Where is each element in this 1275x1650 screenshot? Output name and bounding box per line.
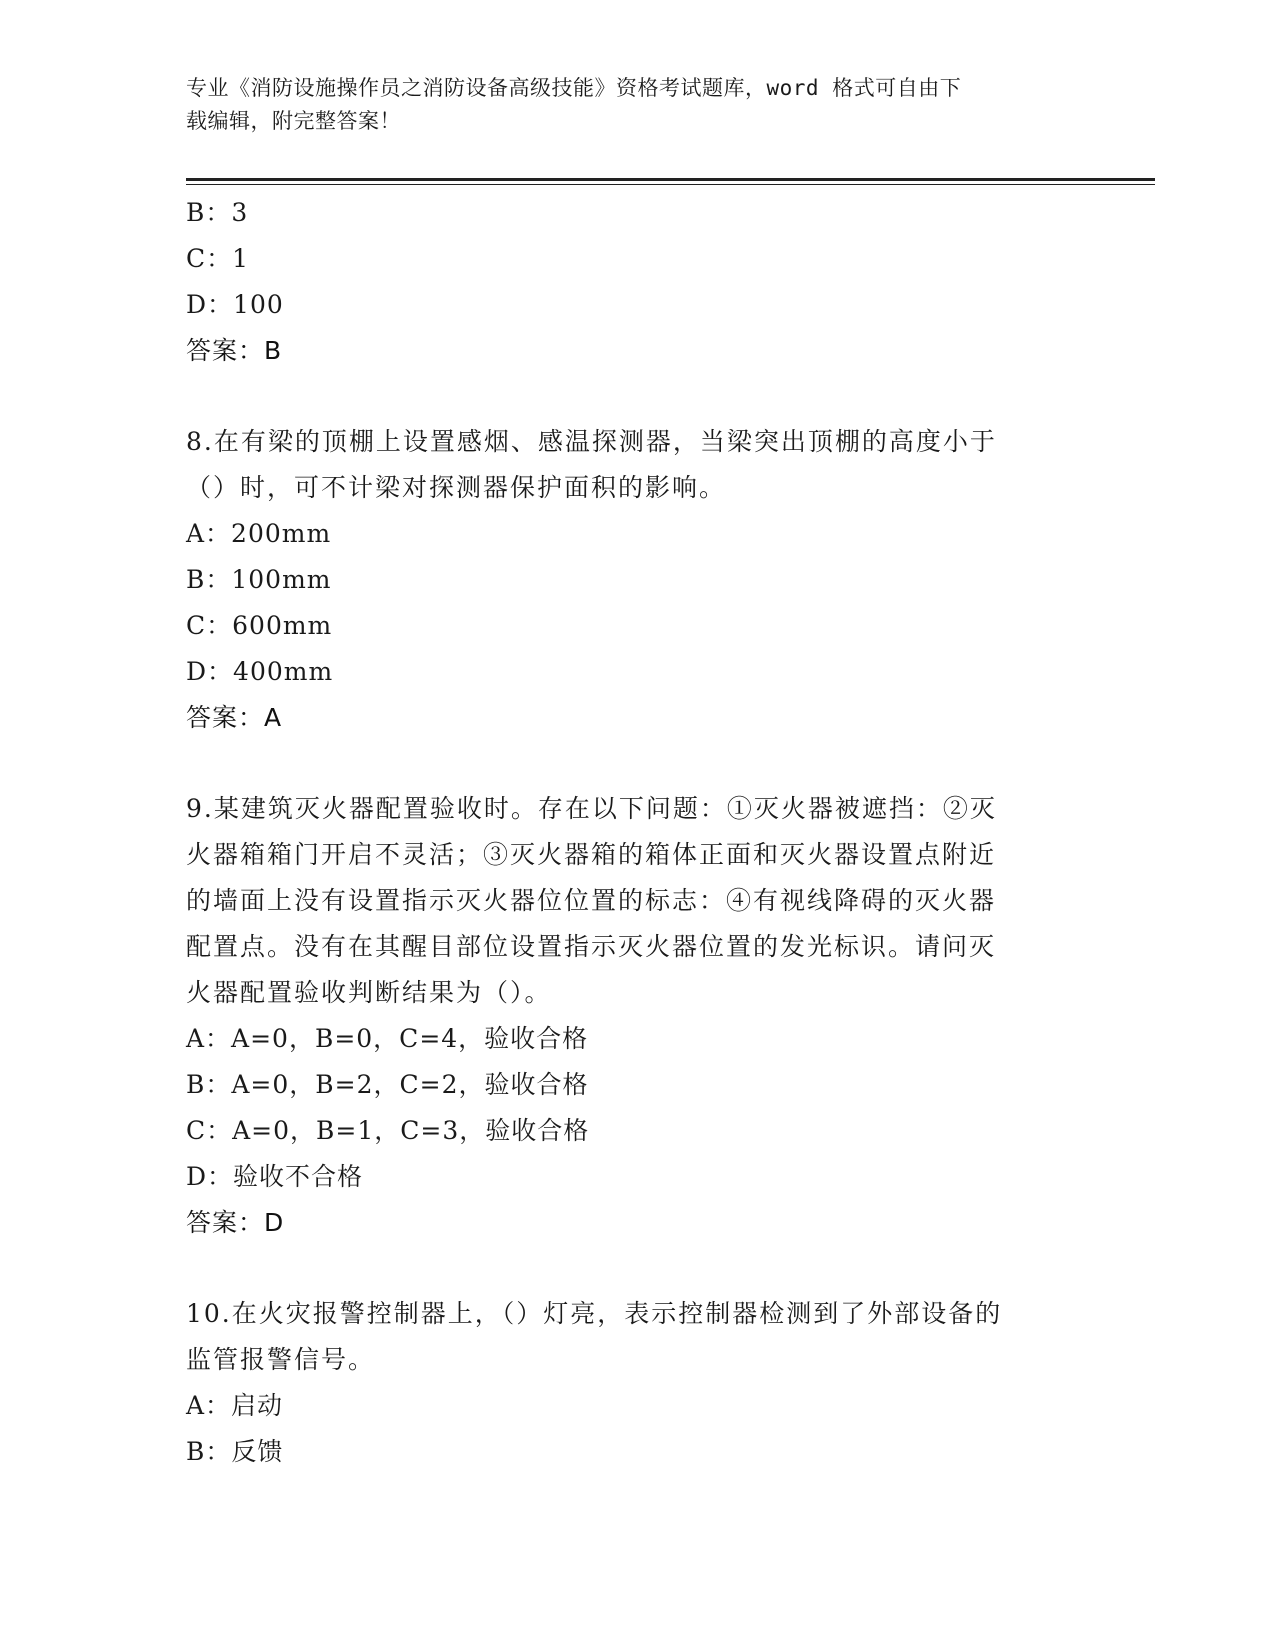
question-stem-line: 火器箱箱门开启不灵活；③灭火器箱的箱体正面和灭火器设置点附近 xyxy=(186,840,997,869)
question-stem-line: 的墙面上没有设置指示灭火器位位置的标志：④有视线降碍的灭火器 xyxy=(186,886,997,915)
question-stem-line: 火器配置验收判断结果为（）。 xyxy=(186,978,552,1007)
option-b: B：100mm xyxy=(186,565,332,594)
question-10 xyxy=(186,1291,1066,1475)
question-8 xyxy=(186,419,1066,741)
option-a: A：启动 xyxy=(186,1391,284,1420)
spacer xyxy=(186,1246,1066,1291)
question-stem-line: 10.在火灾报警控制器上，（）灯亮，表示控制器检测到了外部设备的 xyxy=(186,1299,1003,1328)
header-line-1: 专业《消防设施操作员之消防设备高级技能》资格考试题库，word 格式可自由下 xyxy=(186,76,962,100)
answer-line: 答案：B xyxy=(186,336,283,365)
answer-line: 答案：D xyxy=(186,1208,285,1237)
option-c: C：1 xyxy=(186,244,250,273)
answer-line: 答案：A xyxy=(186,703,283,732)
header-divider-thin xyxy=(186,184,1155,185)
option-b: B：3 xyxy=(186,198,249,227)
question-stem-line: 配置点。没有在其醒目部位设置指示灭火器位置的发光标识。请问灭 xyxy=(186,932,997,961)
question-7-tail xyxy=(186,190,1066,374)
spacer xyxy=(186,741,1066,786)
option-c: C：A=0，B=1，C=3，验收合格 xyxy=(186,1116,590,1145)
question-stem-line: 9.某建筑灭火器配置验收时。存在以下问题：①灭火器被遮挡：②灭 xyxy=(186,794,997,823)
header-line-2: 载编辑，附完整答案！ xyxy=(186,109,401,133)
document-header xyxy=(186,72,1066,138)
document-body xyxy=(186,190,1066,1475)
header-divider-thick xyxy=(186,178,1155,181)
question-9 xyxy=(186,786,1066,1246)
question-stem-line: 8.在有梁的顶棚上设置感烟、感温探测器，当梁突出顶棚的高度小于 xyxy=(186,427,997,456)
question-stem-line: 监管报警信号。 xyxy=(186,1345,376,1374)
option-d: D：100 xyxy=(186,290,284,319)
option-b: B：A=0，B=2，C=2，验收合格 xyxy=(186,1070,589,1099)
option-d: D：400mm xyxy=(186,657,334,686)
question-stem-line: （）时，可不计梁对探测器保护面积的影响。 xyxy=(186,473,727,502)
option-c: C：600mm xyxy=(186,611,333,640)
option-d: D：验收不合格 xyxy=(186,1162,364,1191)
spacer xyxy=(186,374,1066,419)
option-b: B：反馈 xyxy=(186,1437,284,1466)
option-a: A：A=0，B=0，C=4，验收合格 xyxy=(186,1024,589,1053)
option-a: A：200mm xyxy=(186,519,332,548)
